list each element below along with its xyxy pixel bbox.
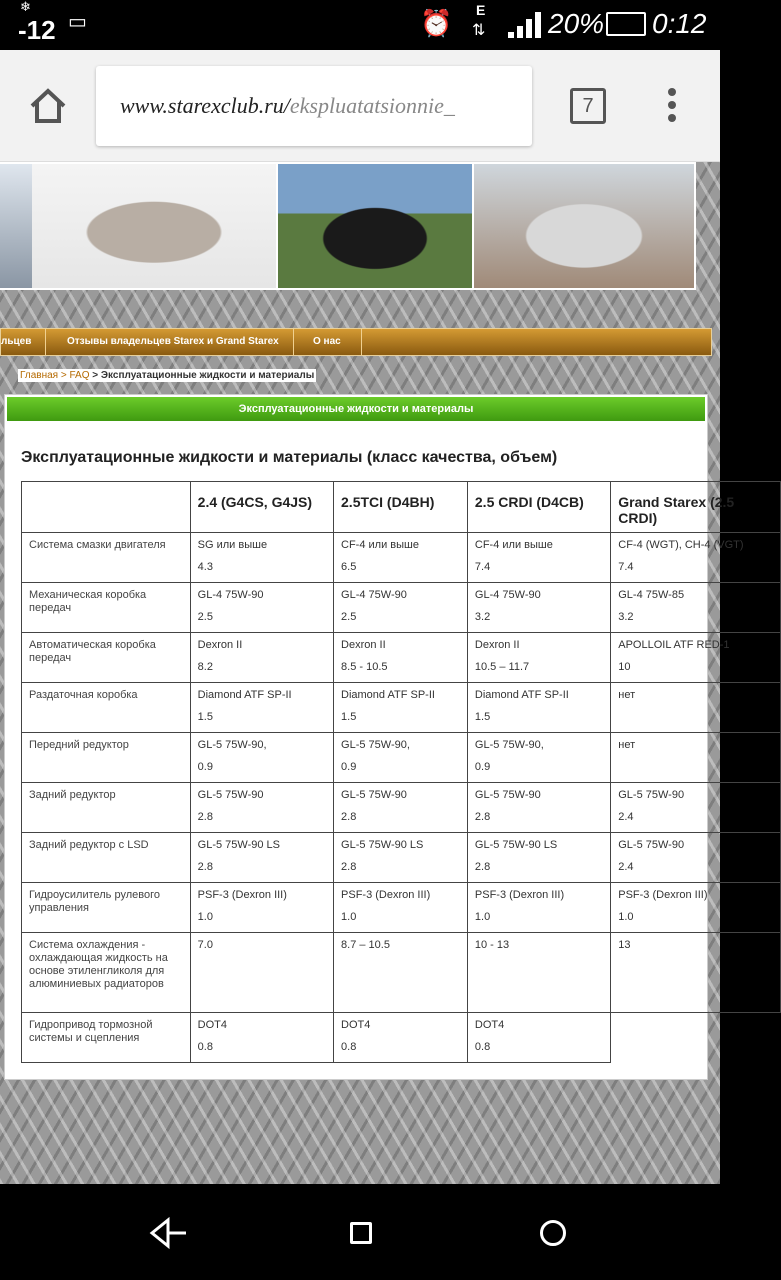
row-label: Механическая коробка передач	[22, 583, 191, 633]
table-cell	[467, 733, 610, 783]
column-header: 2.5 CRDI (D4CB)	[467, 482, 610, 533]
car-photo	[0, 164, 32, 288]
browser-toolbar	[0, 50, 720, 162]
fluid-volume: 0.9	[341, 761, 357, 773]
page-title: Эксплуатационные жидкости и материалы (класс качества, объем)	[21, 449, 558, 466]
table-cell	[467, 683, 610, 733]
battery-icon	[606, 12, 646, 36]
row-label: Задний редуктор	[22, 783, 191, 833]
table-row	[22, 733, 781, 783]
table-cell	[611, 1013, 781, 1063]
table-cell	[611, 683, 781, 733]
breadcrumb-faq[interactable]: FAQ	[69, 370, 90, 381]
column-header: 2.5TCI (D4BH)	[334, 482, 468, 533]
fluid-volume: 8.5 - 10.5	[341, 661, 388, 673]
fluid-volume: 1.0	[618, 911, 634, 923]
fluid-spec: 8.7 – 10.5	[341, 939, 390, 951]
fluid-volume: 0.9	[474, 761, 491, 773]
breadcrumb-home[interactable]: Главная	[20, 370, 59, 381]
url-domain: www.starexclub.ru/	[120, 93, 290, 118]
fluid-spec: 10 - 13	[474, 939, 510, 951]
fluid-spec: GL-5 75W-90	[618, 839, 685, 851]
table-cell	[190, 883, 333, 933]
fluid-spec: Diamond ATF SP-II	[197, 689, 292, 701]
temperature: -12	[18, 15, 56, 45]
car-photo	[474, 164, 694, 288]
fluid-volume: 1.5	[474, 711, 491, 723]
nav-item[interactable]: льцев	[0, 329, 46, 355]
fluid-spec: GL-5 75W-90,	[197, 739, 267, 751]
panel-header: Эксплуатационные жидкости и материалы	[7, 397, 705, 421]
table-cell	[467, 933, 610, 1013]
fluid-volume: 6.5	[341, 561, 357, 573]
fluid-spec: GL-4 75W-90	[474, 589, 541, 601]
header-banner	[0, 162, 696, 290]
fluid-volume: 2.5	[341, 611, 357, 623]
table-cell	[611, 783, 781, 833]
table-cell	[467, 1013, 610, 1063]
fluid-volume: 2.8	[197, 861, 213, 873]
overflow-menu-icon[interactable]	[668, 88, 680, 127]
row-label: Гидропривод тормозной системы и сцепления	[22, 1013, 191, 1063]
android-nav-bar	[0, 1184, 720, 1280]
table-cell	[611, 833, 781, 883]
fluid-volume: 1.5	[197, 711, 213, 723]
car-photo	[278, 164, 472, 288]
row-label: Задний редуктор с LSD	[22, 833, 191, 883]
row-label: Система охлаждения - охлаждающая жидкость на основе этиленгликоля для алюминиевых радиаторов	[22, 933, 191, 1013]
table-cell	[467, 883, 610, 933]
table-cell	[190, 783, 333, 833]
fluid-spec: GL-5 75W-90,	[474, 739, 544, 751]
fluid-spec: PSF-3 (Dexron III)	[618, 889, 708, 901]
fluid-volume: 1.0	[341, 911, 357, 923]
fluid-volume: 7.4	[618, 561, 634, 573]
fluid-spec: DOT4	[341, 1019, 371, 1031]
url-bar[interactable]	[96, 66, 532, 146]
alarm-icon: ⏰	[420, 8, 453, 38]
fluid-volume: 1.0	[474, 911, 491, 923]
table-row	[22, 683, 781, 733]
fluid-spec: Diamond ATF SP-II	[341, 689, 435, 701]
table-row	[22, 583, 781, 633]
table-cell	[334, 933, 468, 1013]
table-cell	[611, 883, 781, 933]
fluid-spec: CF-4 или выше	[341, 539, 419, 551]
home-button-icon[interactable]	[350, 1222, 372, 1244]
table-cell	[467, 783, 610, 833]
table-cell	[334, 833, 468, 883]
fluid-volume: 2.8	[474, 861, 491, 873]
table-cell	[467, 833, 610, 883]
fluid-volume: 0.9	[197, 761, 213, 773]
battery-saver-icon: ▭	[68, 11, 87, 33]
fluid-volume: 0.8	[474, 1041, 491, 1053]
nav-item-reviews[interactable]: Отзывы владельцев Starex и Grand Starex	[53, 329, 294, 355]
fluid-spec: Dexron II	[197, 639, 243, 651]
fluid-volume: 4.3	[197, 561, 213, 573]
breadcrumb-sep: >	[89, 370, 101, 381]
fluid-spec: GL-4 75W-85	[618, 589, 685, 601]
fluid-volume: 10	[618, 661, 631, 673]
fluid-spec: GL-5 75W-90,	[341, 739, 410, 751]
home-icon[interactable]	[28, 86, 68, 126]
row-label: Система смазки двигателя	[22, 533, 191, 583]
fluid-spec: CF-4 (WGT), CH-4 (VGT)	[618, 539, 744, 551]
table-cell	[334, 883, 468, 933]
table-row	[22, 633, 781, 683]
fluid-spec: нет	[618, 739, 636, 751]
fluid-spec: GL-5 75W-90	[197, 789, 264, 801]
fluid-volume: 10.5 – 11.7	[474, 661, 530, 673]
fluid-spec: PSF-3 (Dexron III)	[341, 889, 431, 901]
fluid-spec: GL-5 75W-90 LS	[341, 839, 424, 851]
table-cell	[190, 933, 333, 1013]
back-icon[interactable]	[148, 1216, 188, 1250]
table-cell	[190, 833, 333, 883]
fluid-volume: 2.8	[341, 861, 357, 873]
fluid-spec: нет	[618, 689, 636, 701]
fluid-spec: GL-5 75W-90 LS	[197, 839, 280, 851]
fluid-volume: 0.8	[341, 1041, 357, 1053]
tab-switcher-button[interactable]: 7	[570, 88, 606, 124]
breadcrumb	[18, 369, 316, 382]
table-cell	[334, 533, 468, 583]
fluid-spec: Dexron II	[474, 639, 520, 651]
table-cell	[611, 633, 781, 683]
fluid-spec: CF-4 или выше	[474, 539, 553, 551]
table-row	[22, 883, 781, 933]
table-cell	[334, 583, 468, 633]
fluid-volume: 1.5	[341, 711, 357, 723]
fluid-spec: PSF-3 (Dexron III)	[197, 889, 287, 901]
fluid-volume: 1.0	[197, 911, 213, 923]
row-label: Гидроусилитель рулевого управления	[22, 883, 191, 933]
row-label: Передний редуктор	[22, 733, 191, 783]
web-page[interactable]	[0, 162, 744, 1184]
table-cell	[190, 683, 333, 733]
table-cell	[467, 633, 610, 683]
fluid-spec: SG или выше	[197, 539, 268, 551]
fluid-volume: 2.4	[618, 861, 634, 873]
table-cell	[334, 683, 468, 733]
content-panel	[4, 394, 744, 1080]
table-cell	[611, 733, 781, 783]
table-cell	[190, 533, 333, 583]
table-row	[22, 783, 781, 833]
fluid-volume: 3.2	[618, 611, 634, 623]
table-cell	[334, 783, 468, 833]
table-row	[22, 1013, 781, 1063]
fluid-spec: PSF-3 (Dexron III)	[474, 889, 565, 901]
fluid-volume: 3.2	[474, 611, 491, 623]
table-cell	[611, 583, 781, 633]
table-cell	[334, 733, 468, 783]
breadcrumb-sep: >	[58, 370, 70, 381]
car-photo	[32, 164, 276, 288]
fluid-spec: DOT4	[474, 1019, 505, 1031]
battery-percent: 20%	[548, 8, 605, 39]
fluid-volume: 2.5	[197, 611, 213, 623]
clock: 0:12	[652, 8, 707, 39]
table-cell	[190, 583, 333, 633]
column-header: Grand Starex (2.5 CRDI)	[611, 482, 781, 533]
table-cell	[611, 933, 781, 1013]
table-cell	[190, 733, 333, 783]
fluid-spec: Dexron II	[341, 639, 386, 651]
table-cell	[190, 1013, 333, 1063]
table-cell	[334, 1013, 468, 1063]
fluid-volume: 7.4	[474, 561, 491, 573]
fluid-volume: 2.4	[618, 811, 634, 823]
fluid-spec: GL-5 75W-90	[474, 789, 541, 801]
site-nav	[0, 328, 712, 356]
fluid-spec: GL-4 75W-90	[341, 589, 407, 601]
fluid-spec: 7.0	[197, 939, 213, 951]
status-bar	[0, 0, 720, 50]
fluid-spec: GL-5 75W-90	[618, 789, 685, 801]
fluid-spec: GL-5 75W-90 LS	[474, 839, 558, 851]
fluid-spec: Diamond ATF SP-II	[474, 689, 569, 701]
signal-icon	[508, 12, 542, 38]
snowflake-icon: ❄	[20, 0, 31, 14]
column-header	[22, 482, 191, 533]
nav-item-about[interactable]: О нас	[293, 329, 362, 355]
fluid-volume: 8.2	[197, 661, 213, 673]
fluid-spec: GL-5 75W-90	[341, 789, 407, 801]
table-cell	[334, 633, 468, 683]
row-label: Автоматическая коробка передач	[22, 633, 191, 683]
breadcrumb-current: Эксплуатационные жидкости и материалы	[100, 370, 315, 381]
fluid-spec: DOT4	[197, 1019, 227, 1031]
fluid-volume: 2.8	[474, 811, 491, 823]
table-cell	[190, 633, 333, 683]
url-path: ekspluatatsionnie_	[289, 93, 455, 118]
fluid-spec: 13	[618, 939, 631, 951]
table-cell	[611, 533, 781, 583]
fluid-volume: 0.8	[197, 1041, 213, 1053]
data-arrows-icon: ⇅	[472, 22, 486, 39]
fluid-spec: APOLLOIL ATF RED-1	[618, 639, 730, 651]
row-label: Раздаточная коробка	[22, 683, 191, 733]
fluid-spec: GL-4 75W-90	[197, 589, 264, 601]
table-cell	[467, 533, 610, 583]
network-type: E	[476, 2, 486, 18]
table-row	[22, 833, 781, 883]
recents-icon[interactable]	[540, 1220, 566, 1246]
table-cell	[467, 583, 610, 633]
table-row	[22, 533, 781, 583]
fluids-table	[21, 481, 781, 1063]
fluid-volume: 2.8	[341, 811, 357, 823]
column-header: 2.4 (G4CS, G4JS)	[190, 482, 333, 533]
fluid-volume: 2.8	[197, 811, 213, 823]
table-row	[22, 933, 781, 1013]
